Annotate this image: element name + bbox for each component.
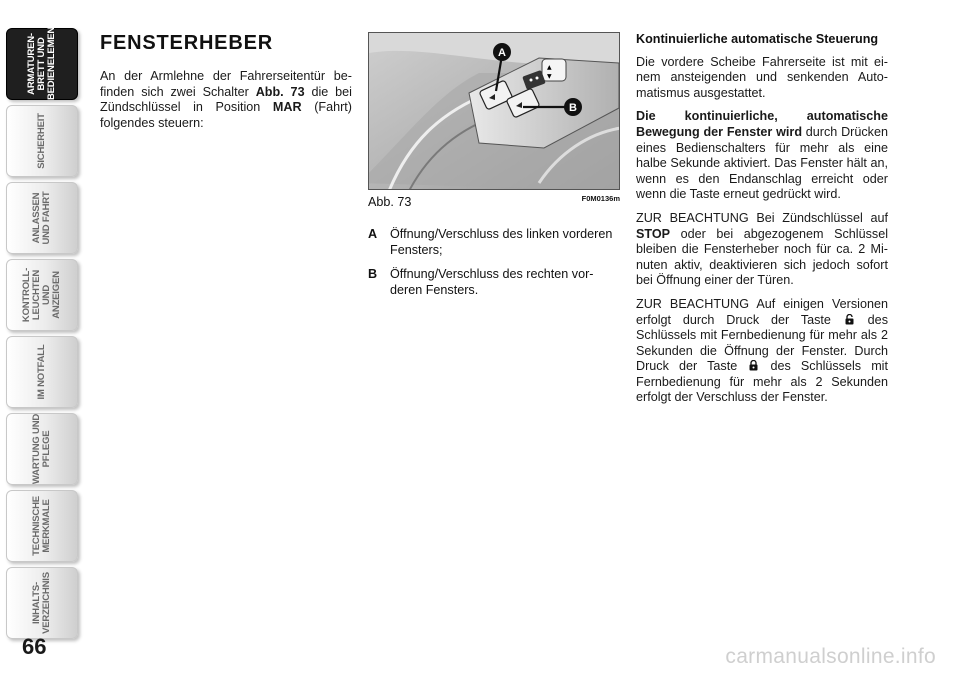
auto-section-title: Kontinuierliche automatische Steuerung	[636, 32, 879, 46]
tab-im-notfall[interactable]	[6, 336, 78, 408]
svg-text:▲: ▲	[547, 64, 552, 71]
auto-paragraph-1: Die vordere Scheibe Fahrerseite ist mit einem ansteigenden und senkenden Automatismus ausgestattet.	[636, 54, 888, 100]
legend-text: Öffnung/Verschluss des rechten vorderen Fensters.	[390, 267, 594, 297]
watermark: carmanualsonline.info	[725, 645, 936, 668]
tab-armaturenbrett[interactable]	[6, 15, 78, 100]
tab-label: TECHNISCHE MERKMALE	[31, 496, 52, 556]
note-paragraph-2: ZUR BEACHTUNG Auf einigen Versionen erfolgt durch Druck der Taste des Schlüssels mit Fernbedienung für mehr als 2 Sekunden die Öffnung der Fenster. Durch Druck der Taste des Schlüssels mit Fernbedienung für mehr als 2 Sekunden erfolgt der Verschluss der Fenster.	[636, 296, 888, 405]
figure-caption: Abb. 73	[368, 195, 412, 209]
tab-inhaltsverzeichnis[interactable]	[6, 567, 78, 639]
svg-text:▼: ▼	[547, 73, 552, 80]
tab-anlassen[interactable]	[6, 182, 78, 254]
tab-label: SICHERHEIT	[36, 113, 47, 169]
figure-code: F0M0136m	[581, 194, 620, 203]
tab-label: INHALTS- VERZEICHNIS	[31, 572, 52, 634]
tab-label: ARMATUREN- BRETT UND BEDIENELEMENTE	[26, 15, 57, 100]
tab-wartung[interactable]	[6, 413, 78, 485]
tab-kontrollleuchten[interactable]	[6, 259, 78, 331]
column-left	[100, 32, 352, 131]
legend-key: A	[368, 227, 378, 241]
tab-label: WARTUNG UND PFLEGE	[31, 413, 52, 485]
unlock-icon	[845, 314, 854, 325]
figure-caption-row	[368, 193, 620, 217]
window-switch-figure	[368, 32, 620, 190]
legend-key: B	[368, 267, 378, 282]
column-middle	[368, 32, 620, 307]
page-number: 66	[22, 634, 47, 659]
page-title: FENSTERHEBER	[100, 32, 273, 54]
tab-technische-merkmale[interactable]	[6, 490, 78, 562]
marker-a-label: A	[498, 47, 506, 59]
auto-paragraph-2: Die kontinuierliche, automatische Bewegung der Fenster wird durch Drücken eines Bedienschalters für mehr als eine halbe Sekunde aktiviert. Das Fenster hält an, wenn es den Endanschlag erreicht oder wenn die Taste erneut gedrückt wird.	[636, 109, 888, 202]
column-right	[636, 32, 888, 414]
marker-b-label: B	[569, 102, 577, 114]
tab-label: KONTROLL- LEUCHTEN UND ANZEIGEN	[21, 267, 62, 323]
legend-text: Öffnung/Verschluss des linken vorderen Fensters;	[390, 227, 613, 257]
tab-label: ANLASSEN UND FAHRT	[31, 191, 52, 245]
lock-icon	[749, 360, 758, 371]
intro-paragraph: An der Armlehne der Fahrerseitentür befinden sich zwei Schalter Abb. 73 die bei Zündschlüssel in Position MAR (Fahrt) folgendes steuern:	[100, 69, 352, 130]
legend-item	[368, 227, 620, 258]
legend-item	[368, 267, 620, 298]
note-paragraph-1: ZUR BEACHTUNG Bei Zündschlüssel auf STOP oder bei abgezogenem Schlüssel bleiben die Fensterheber noch für ca. 2 Minuten aktiv, deaktivieren sich jedoch sofort bei Öffnung einer der Türen.	[636, 210, 888, 288]
armrest-switch-illustration	[369, 33, 620, 190]
tab-label: IM NOTFALL	[36, 344, 47, 400]
tab-sicherheit[interactable]	[6, 105, 78, 177]
figure-legend	[368, 227, 620, 298]
